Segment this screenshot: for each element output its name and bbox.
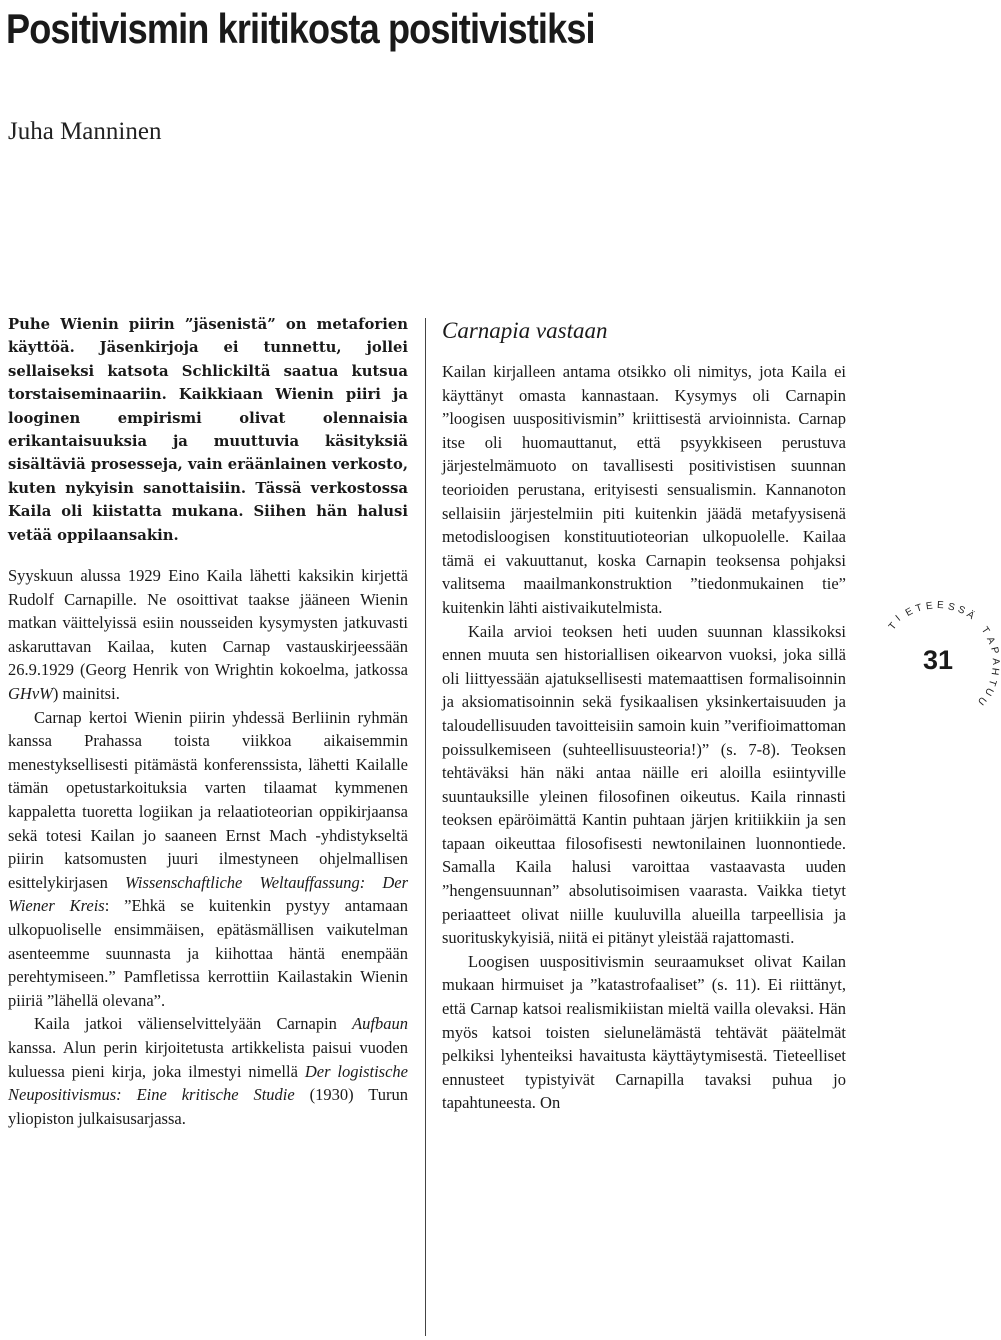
ring-letter: E: [925, 600, 934, 612]
emphasis: Der logistische Neupositivismus: Eine kritische Studie: [8, 1061, 408, 1105]
ring-letter: T: [985, 677, 999, 687]
ring-letter: A: [989, 657, 1001, 665]
text-run: (1930) Turun yliopiston julkaisusarjassa.: [8, 1085, 408, 1128]
text-run: Carnap kertoi Wienin piirin yhdessä Berliinin ryhmän kanssa Prahassa toista viikkoa aikaisemmin menestyksellisesti pitämästä konferenssista, lähetti Kailalle tämän opetustarkoituksia varten tilaamat kymmenen kappaletta tuoretta logiikan ja relaatioteorian oppikirjaansa sekä totesi Kailan jo saaneen Ernst Mach -yhdistykseltä piirin katsomusten juuri ilmestyneen ohjelmallisen esittelykirjasen: [8, 707, 408, 892]
ring-letter: S: [955, 604, 967, 617]
ring-letter: T: [978, 625, 992, 637]
ring-letter: P: [987, 646, 1000, 655]
column-right: [442, 316, 846, 1115]
body-paragraph: [8, 706, 408, 1013]
page-number: 31: [923, 645, 954, 675]
ring-letter: U: [975, 694, 989, 708]
ring-letter: T: [914, 602, 924, 615]
body-paragraph: [8, 1012, 408, 1130]
text-run: kanssa. Alun perin kirjoitetusta artikkelista paisui vuoden kuluessa pieni kirja, joka ilmestyi nimellä: [8, 1037, 408, 1081]
lead-paragraph: Puhe Wienin piirin ”jäsenistä” on metaforien käyttöä. Jäsenkirjoja ei tunnettu, jollei sellaiseksi katsota Schlickiltä saatua kutsua torstaiseminaariin. Kaikkiaan Wienin piiri ja looginen empirismi olivat olennaisia erikantaisuuksia ja muuttuvia käsityksiä sisältäviä prosesseja, vain eräänlainen verkosto, kuten nykyisin sanottaisiin. Tässä verkostossa Kaila oli kiistatta mukana. Siihen hän halusi vetää oppilaansakin.: [8, 316, 408, 544]
ring-letter: Ä: [964, 609, 977, 623]
ring-letter: I: [893, 613, 904, 624]
emphasis: GHvW: [8, 684, 53, 704]
ring-letter: H: [989, 667, 1001, 677]
body-paragraph: Loogisen uuspositivismin seuraamukset olivat Kailan mukaan hirmuiset ja ”katastrofaaliset” (s. 11). Ei riittänyt, että Carnap katsoi realismikiistan mieltä vailla olevaksi. Hän myös katsoi toisten sielunelämästä tehtävät päätelmät pelkiksi lyhenteiksi havaitusta käyttäytymisestä. Tieteelliset ennusteet typistyivät Carnapilla tavaksi puhua jo tapahtuneesta. On: [442, 951, 846, 1113]
emphasis: Aufbaun: [352, 1014, 408, 1034]
text-run: Syyskuun alussa 1929 Eino Kaila lähetti kaksikin kirjettä Rudolf Carnapille. Ne osoittivat taakse jääneen Wienin matkan väittelyissä esiin nousseiden kysymysten jatkuvasti askaruttavan Kailaa, kuten Carnap vastauskirjeessään 26.9.1929 (Georg Henrik von Wrightin kokoelma, jatkossa: [8, 566, 408, 680]
body-paragraph: Kaila arvioi teoksen heti uuden suunnan klassikoksi ennen muuta sen historiallisen oikearvon vuoksi, joka sillä oli liittyessään ajatuksellisesti matemaattisen formalisoinnin ja aksiomatisoinnin sekä fysikaalisen yksinkertaisuuden ja taloudellisuuden tavoitteisiin samoin kuin ”verifioimattoman poissulkemiseen (suhteellisuusteoria!)” (s. 7-8). Teoksen tehtäväksi hän näki antaa näille eri aloilla esiintyville suuntauksille yleinen filosofinen oikeutus. Kaila rinnasti teoksen epäröimättä Kantin puhtaan järjen kritiikkiin ja sen tapaan oikeuttaa filosofisesti newtonilainen luonnontiede. Samalla Kaila halusi varoittaa vastaavasta uuden ”hengensuunnan” absolutisoimisen vaarasta. Vaikka tietyt periaatteet olivat niille kuuluvilla alueilla tarpeellisia ja suorituskykyisiä, niitä ei pitänyt yleistää rajattomasti.: [442, 621, 846, 948]
ring-letter: T: [886, 620, 899, 633]
section-heading: Carnapia vastaan: [442, 318, 608, 343]
body-paragraph: [8, 564, 408, 706]
ring-letter: S: [946, 600, 956, 614]
text-run: : ”Ehkä se kuitenkin pystyy antamaan ulkopuoliselle ensimmäisen, epätäsmällisen vaikutelman asenteemme suunnasta ja kiihottaa häntä enempään perehtymiseen.” Pamfletissa kerrottiin Kailastakin Wienin piiriä ”lähellä olevana”.: [8, 896, 408, 1010]
body-paragraph: Kailan kirjalleen antama otsikko oli nimitys, jota Kaila ei käyttänyt omasta kannastaan. Kysymys oli Carnapin ”loogisen uuspositivismin” kriittisestä arvioinnista. Carnap itse oli huomauttanut, että psyykkiseen perustuva järjestelmämuoto on tavallisesti positivistisen suunnan teorioiden perustana, erityisesti sensualismin. Kannanoton sellaisiin järjestelmiin piti kuitenkin jäädä metafyysisenä metodisloogisen konstituutioteorian ulkopuolelle. Kailaa tämä ei vakuuttanut, koska Carnapin teoksensa pohjaksi valitsema maailmankonstruktion ”tiedonmukainen tie” kuitenkin lähti aistivaikutelmista.: [442, 362, 846, 617]
ring-letter: E: [903, 606, 915, 620]
column-divider: [425, 318, 426, 1336]
ring-letter: E: [936, 599, 944, 612]
ring-letter: A: [984, 635, 997, 646]
column-left: [8, 313, 408, 1130]
text-run: Kaila jatkoi välienselvittelyään Carnapin: [34, 1014, 353, 1034]
ring-letter: U: [981, 686, 995, 698]
article-title: Positivismin kriitikosta positivistiksi: [6, 5, 595, 52]
article-author: Juha Manninen: [8, 118, 162, 145]
emphasis: Wissenschaftliche Weltauffassung: Der Wiener Kreis: [8, 872, 409, 916]
text-run: ) mainitsi.: [52, 684, 120, 704]
